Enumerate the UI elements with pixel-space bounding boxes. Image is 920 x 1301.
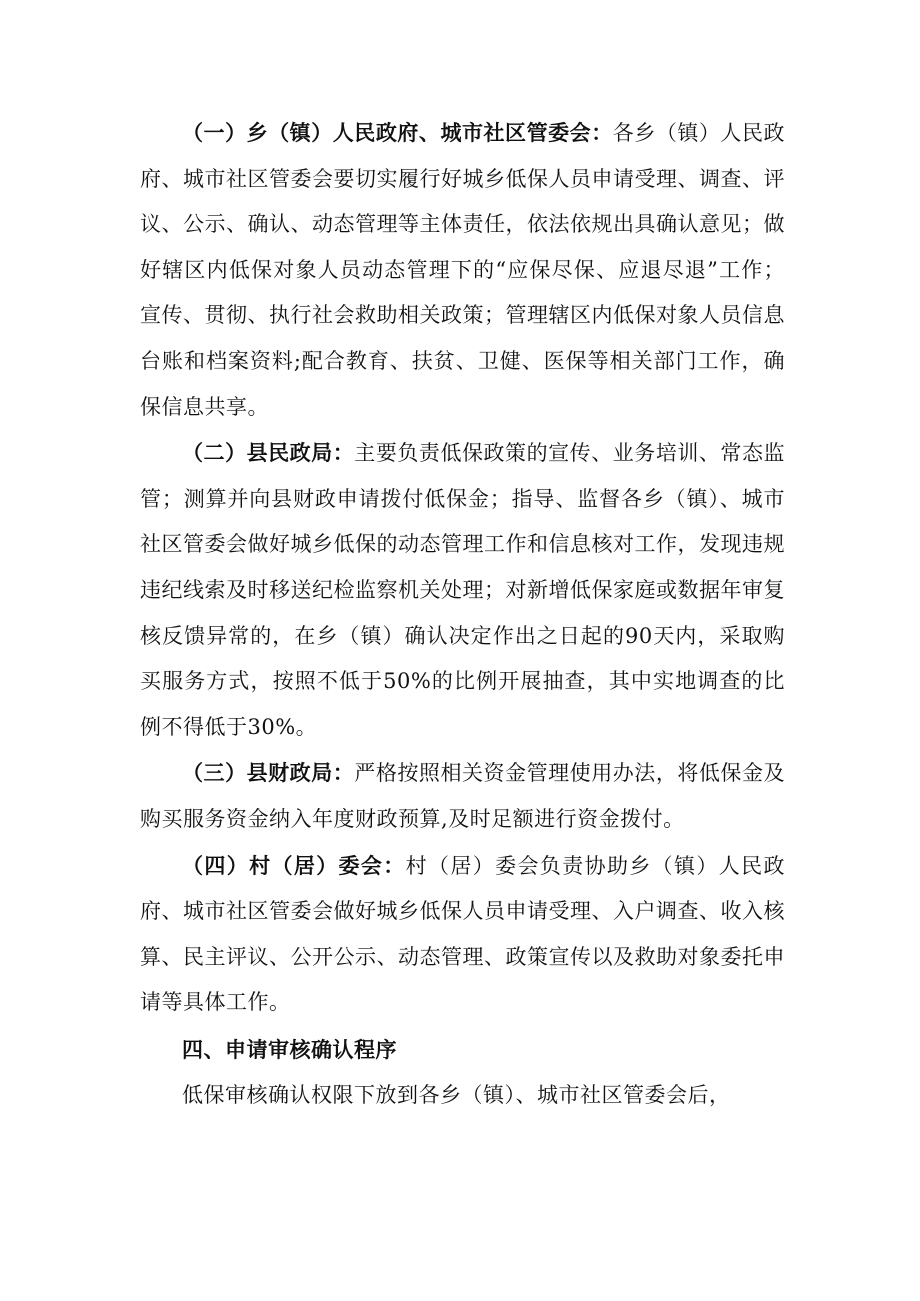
paragraph-village-committee (140, 843, 785, 1026)
paragraph-body: 低保审核确认权限下放到各乡（镇）、城市社区管委会后， (182, 1083, 731, 1108)
paragraph-lead: （二）县民政局： (182, 440, 355, 466)
paragraph-finance-bureau (140, 750, 785, 842)
section-heading-text: 四、申请审核确认程序 (182, 1037, 397, 1062)
paragraph-civil-affairs-bureau (140, 430, 785, 750)
paragraph-lead: （三）县财政局： (182, 760, 355, 786)
paragraph-body: 各乡（镇）人民政府、城市社区管委会要切实履行好城乡低保人员申请受理、调查、评议、公示、确认、动态管理等主体责任，依法依规出具确认意见；做好辖区内低保对象人员动态管理下的“应保尽保、应退尽退”工作；宣传、贯彻、执行社会救助相关政策；管理辖区内低保对象人员信息台账和档案资料;配合教育、扶贫、卫健、医保等相关部门工作，确保信息共享。 (140, 121, 786, 419)
paragraph-body: 主要负责低保政策的宣传、业务培训、常态监管；测算并向县财政申请拨付低保金；指导、监督各乡（镇）、城市社区管委会做好城乡低保的动态管理工作和信息核对工作，发现违规违纪线索及时移送纪检监察机关处理；对新增低保家庭或数据年审复核反馈异常的，在乡（镇）确认决定作出之日起的90天内，采取购买服务方式，按照不低于50%的比例开展抽查，其中实地调查的比例不得低于30%。 (140, 441, 785, 739)
paragraph-review-procedure (140, 1073, 785, 1119)
paragraph-lead: （一）乡（镇）人民政府、城市社区管委会： (182, 120, 613, 145)
paragraph-township-government (140, 110, 785, 430)
paragraph-body: 严格按照相关资金管理使用办法，将低保金及购买服务资金纳入年度财政预算,及时足额进行资金拨付。 (140, 761, 785, 831)
section-heading (140, 1028, 785, 1074)
paragraph-body: 村（居）委会负责协助乡（镇）人民政府、城市社区管委会做好城乡低保人员申请受理、入户调查、收入核算、民主评议、公开公示、动态管理、政策宣传以及救助对象委托申请等具体工作。 (140, 853, 786, 1015)
document-page (140, 110, 785, 1119)
paragraph-lead: （四）村（居）委会： (182, 852, 406, 878)
